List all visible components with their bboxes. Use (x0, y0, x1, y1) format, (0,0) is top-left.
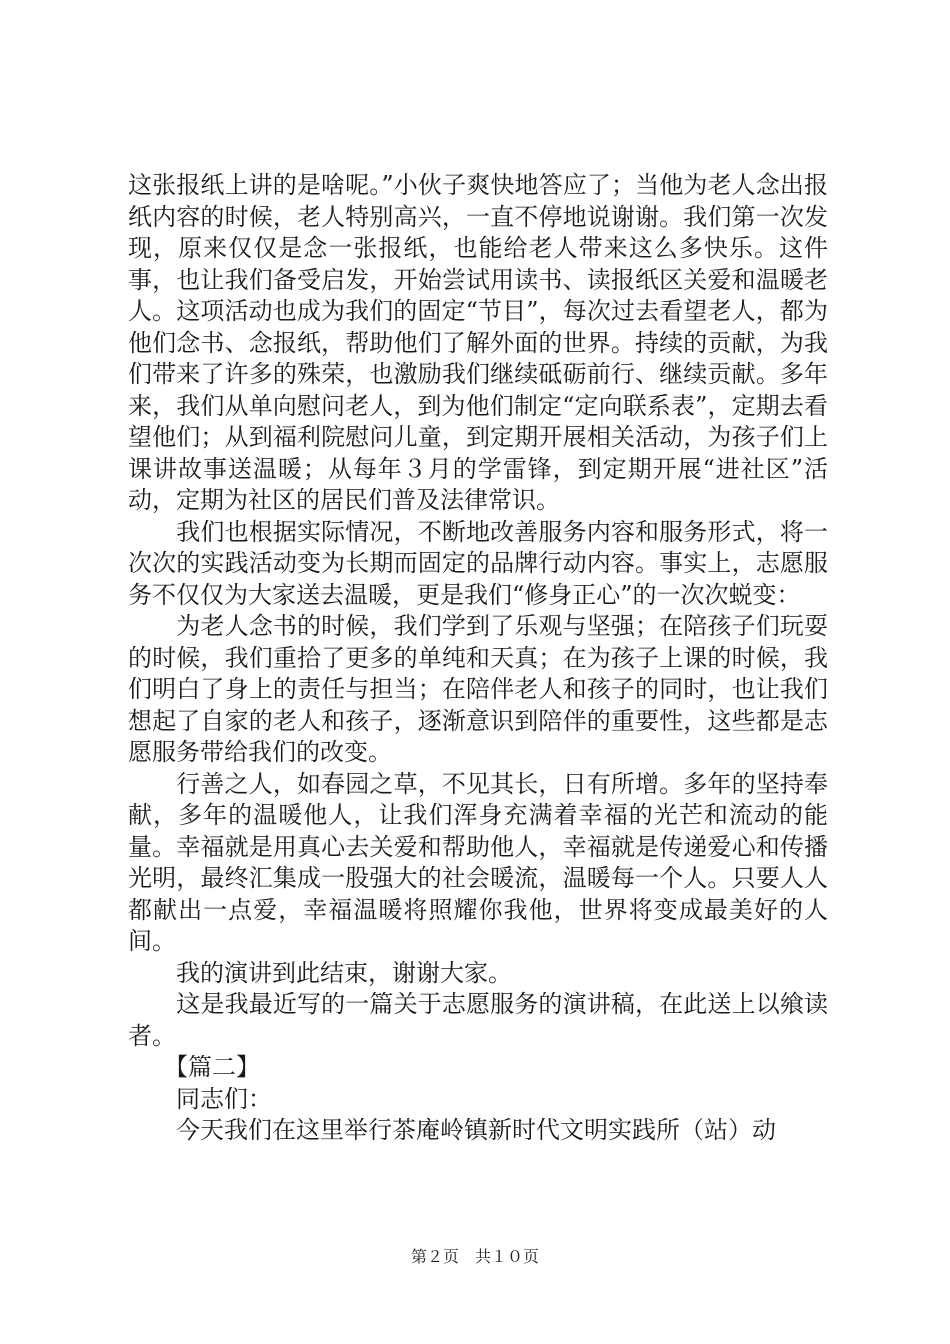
paragraph-3: 为老人念书的时候，我们学到了乐观与坚强；在陪孩子们玩耍的时候，我们重拾了更多的单纯和天真；在为孩子上课的时候，我们明白了身上的责任与担当；在陪伴老人和孩子的同时，也让我们想起了自家的老人和孩子，逐渐意识到陪伴的重要性，这些都是志愿服务带给我们的改变。 (128, 612, 828, 766)
page-footer (0, 1244, 950, 1267)
page-number-label: 第２页 共１０页 (410, 1247, 539, 1266)
paragraph-2: 我们也根据实际情况，不断地改善服务内容和服务形式，将一次次的实践活动变为长期而固定的品牌行动内容。事实上，志愿服务不仅仅为大家送去温暖，更是我们“修身正心”的一次次蜕变： (128, 517, 828, 609)
paragraph-6: 这是我最近写的一篇关于志愿服务的演讲稿，在此送上以飨读者。 (128, 990, 828, 1050)
section-heading: 【篇二】 (128, 1053, 260, 1081)
salutation: 同志们： (128, 1084, 272, 1113)
paragraph-7: 今天我们在这里举行茶庵岭镇新时代文明实践所（站）动 (128, 1116, 776, 1144)
document-body (128, 170, 828, 1147)
paragraph-4: 行善之人，如春园之草，不见其长，日有所增。多年的坚持奉献，多年的温暖他人，让我们浑身充满着幸福的光芒和流动的能量。幸福就是用真心去关爱和帮助他人，幸福就是传递爱心和传播光明，最终汇集成一股强大的社会暖流，温暖每一个人。只要人人都献出一点爱，幸福温暖将照耀你我他，世界将变成最美好的人间。 (128, 769, 828, 955)
paragraph-1: 这张报纸上讲的是啥呢。”小伙子爽快地答应了；当他为老人念出报纸内容的时候，老人特别高兴，一直不停地说谢谢。我们第一次发现，原来仅仅是念一张报纸，也能给老人带来这么多快乐。这件事，也让我们备受启发，开始尝试用读书、读报纸区关爱和温暖老人。这项活动也成为我们的固定“节目”，每次过去看望老人，都为他们念书、念报纸，帮助他们了解外面的世界。持续的贡献，为我们带来了许多的殊荣，也激励我们继续砥砺前行、继续贡献。多年来，我们从单向慰问老人，到为他们制定“定向联系表”，定期去看望他们；从到福利院慰问儿童，到定期开展相关活动，为孩子们上课讲故事送温暖；从每年３月的学雷锋，到定期开展“进社区”活动，定期为社区的居民们普及法律常识。 (128, 171, 828, 514)
paragraph-5: 我的演讲到此结束，谢谢大家。 (128, 958, 512, 987)
